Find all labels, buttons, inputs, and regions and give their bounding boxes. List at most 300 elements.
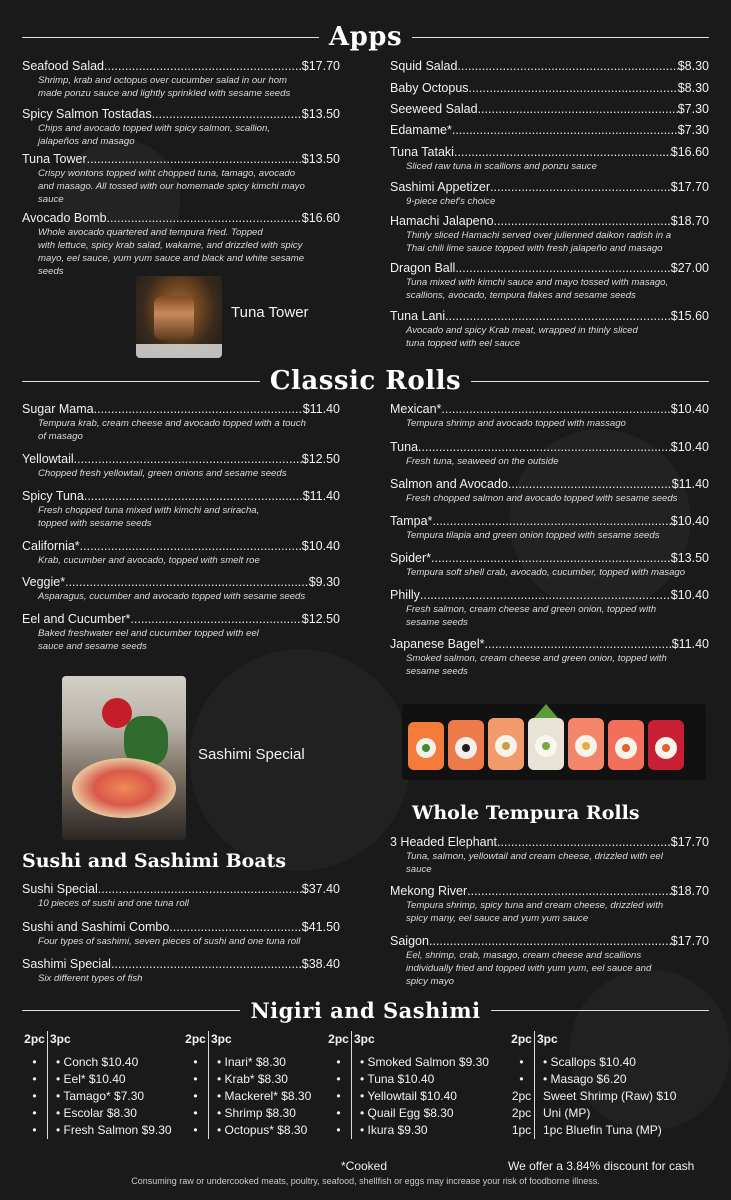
nigiri-row (22, 1122, 172, 1139)
menu-item-price: $11.40 (671, 477, 709, 491)
menu-item-price: $10.40 (670, 402, 709, 416)
menu-item (22, 59, 340, 100)
nigiri-row (509, 1071, 676, 1088)
menu-item (390, 835, 709, 876)
dot-leader (494, 214, 671, 229)
menu-item-description: Chopped fresh yellowtail, green onions and sesame seeds (38, 468, 287, 479)
two-piece-marker: • (22, 1122, 48, 1139)
menu-item-price: $12.50 (301, 612, 340, 626)
menu-item (390, 477, 709, 505)
menu-item-name: Sugar Mama (22, 402, 94, 416)
menu-item-line (22, 452, 340, 467)
tuna-tower-caption: Tuna Tower (231, 304, 309, 321)
menu-item-line (22, 402, 340, 417)
menu-item-description: Thinly sliced Hamachi served over julienned daikon radish in a (406, 230, 672, 241)
menu-item-line (390, 514, 709, 529)
menu-item-price: $17.70 (670, 934, 709, 948)
menu-item-description: Tempura shrimp and avocado topped with massago (406, 418, 626, 429)
dot-leader (111, 957, 302, 972)
menu-item (22, 957, 340, 985)
divider (22, 37, 319, 38)
menu-item (390, 551, 709, 579)
menu-item-name: Dragon Ball (390, 261, 456, 275)
menu-item-line (390, 551, 709, 566)
nigiri-item: • Fresh Salmon $9.30 (56, 1123, 172, 1137)
nigiri-column (326, 1031, 489, 1139)
nigiri-row (183, 1054, 311, 1071)
menu-item-price: $18.70 (670, 884, 709, 898)
nigiri-item: Sweet Shrimp (Raw) $10 (543, 1089, 677, 1103)
tower-shape (154, 296, 194, 340)
nigiri-row (22, 1105, 172, 1122)
menu-item-description: sesame seeds (406, 617, 468, 628)
nigiri-row (509, 1054, 676, 1071)
menu-item-price: $38.40 (301, 957, 340, 971)
menu-item-price: $27.00 (670, 261, 709, 275)
two-piece-marker: • (22, 1088, 48, 1105)
menu-item-description: jalapeños and masago (38, 136, 135, 147)
menu-item-name: Tuna Lani (390, 309, 446, 323)
menu-item-name: Philly (390, 588, 420, 602)
menu-item-price: $41.50 (301, 920, 340, 934)
dot-leader (169, 920, 301, 935)
menu-item-price: $17.70 (301, 59, 340, 73)
menu-item-name: Sushi Special (22, 882, 98, 896)
dot-leader (74, 452, 302, 467)
menu-item-description: Tempura shrimp, spicy tuna and cream cheese, drizzled with (406, 900, 664, 911)
menu-item-price: $10.40 (301, 539, 340, 553)
dot-leader (441, 402, 670, 417)
nigiri-row (326, 1105, 489, 1122)
nigiri-item: • Krab* $8.30 (217, 1072, 288, 1086)
menu-item-name: Mexican* (390, 402, 442, 416)
column-divider (509, 1047, 535, 1054)
menu-item-name: Spider* (390, 551, 431, 565)
nigiri-item: • Smoked Salmon $9.30 (360, 1055, 489, 1069)
menu-item-description: Whole avocado quartered and tempura fried. Topped (38, 227, 263, 238)
menu-item-description: Fresh salmon, cream cheese and green onion, topped with (406, 604, 657, 615)
divider (412, 37, 709, 38)
menu-item (390, 81, 709, 96)
menu-item-price: $16.60 (301, 211, 340, 225)
menu-item-description: made ponzu sauce and lightly sprinkled with sesame seeds (38, 88, 291, 99)
two-piece-marker: • (183, 1088, 209, 1105)
menu-item-description: mayo, eel sauce, yum yum sauce and black and white sesame (38, 253, 305, 264)
menu-item (22, 211, 340, 278)
apps-title: Apps (328, 22, 403, 52)
menu-item (390, 637, 709, 678)
two-piece-marker: • (326, 1105, 352, 1122)
menu-item-name: Tuna Tower (22, 152, 87, 166)
dot-leader (508, 477, 672, 492)
menu-item-description: Sliced raw tuna in scallions and ponzu sauce (406, 161, 597, 172)
menu-item-price: $8.30 (677, 59, 709, 73)
menu-item-line (390, 102, 709, 117)
nigiri-row (22, 1054, 172, 1071)
dot-leader (490, 180, 671, 195)
menu-item-price: $13.50 (670, 551, 709, 565)
menu-item-price: $8.30 (677, 81, 709, 95)
nigiri-item: • Masago $6.20 (543, 1072, 627, 1086)
menu-item-description: Crispy wontons topped wiht chopped tuna, tamago, avocado (38, 168, 296, 179)
dot-leader (431, 551, 671, 566)
nigiri-item: • Octopus* $8.30 (217, 1123, 308, 1137)
nigiri-title-bar (0, 998, 731, 1023)
dot-leader (87, 152, 302, 167)
nigiri-column-header (22, 1031, 172, 1047)
menu-item-name: Squid Salad (390, 59, 458, 73)
dot-leader (130, 612, 301, 627)
menu-item-name: 3 Headed Elephant (390, 835, 498, 849)
menu-item-name: Japanese Bagel* (390, 637, 485, 651)
menu-item-price: $7.30 (677, 123, 709, 137)
menu-item (390, 214, 709, 255)
menu-item-line (390, 588, 709, 603)
cooked-note: *Cooked (341, 1159, 388, 1173)
menu-item-description: Four types of sashimi, seven pieces of sushi and one tuna roll (38, 936, 301, 947)
nigiri-item: • Quail Egg $8.30 (360, 1106, 454, 1120)
menu-item-price: $13.50 (301, 152, 340, 166)
menu-item (390, 261, 709, 302)
boats-title: Sushi and Sashimi Boats (22, 850, 287, 872)
nigiri-row (326, 1122, 489, 1139)
menu-item-price: $37.40 (301, 882, 340, 896)
menu-item-description: 10 pieces of sushi and one tuna roll (38, 898, 189, 909)
nigiri-item: • Tuna $10.40 (360, 1072, 435, 1086)
menu-item-description: Tuna, salmon, yellowtail and cream cheese, drizzled with eel (406, 851, 663, 862)
nigiri-item: • Yellowtail $10.40 (360, 1089, 457, 1103)
menu-item-line (22, 489, 340, 504)
two-piece-marker: • (326, 1088, 352, 1105)
menu-item-description: individually fried and topped with yum yum, eel sauce and (406, 963, 652, 974)
menu-item-price: $7.30 (677, 102, 709, 116)
classic-rolls-title: Classic Rolls (269, 366, 462, 396)
nigiri-item: • Eel* $10.40 (56, 1072, 126, 1086)
menu-item-price: $10.40 (670, 514, 709, 528)
nigiri-item: 1pc Bluefin Tuna (MP) (543, 1123, 662, 1137)
menu-item-description: Tuna mixed with kimchi sauce and mayo tossed with masago, (406, 277, 669, 288)
dot-leader (80, 539, 302, 554)
nigiri-item: Uni (MP) (543, 1106, 591, 1120)
menu-item (22, 575, 340, 603)
menu-item-description: spicy mayo (406, 976, 454, 987)
menu-item-line (390, 477, 709, 492)
menu-item-description: Fresh tuna, seaweed on the outside (406, 456, 559, 467)
menu-item-name: Mekong River (390, 884, 468, 898)
dot-leader (432, 514, 670, 529)
dot-leader (455, 261, 670, 276)
dot-leader (418, 440, 671, 455)
nigiri-title: Nigiri and Sashimi (250, 998, 481, 1023)
menu-item (22, 920, 340, 948)
nigiri-row (326, 1054, 489, 1071)
menu-item-line (390, 214, 709, 229)
menu-item-description: Shrimp, krab and octopus over cucumber salad in our hom (38, 75, 288, 86)
menu-item (22, 539, 340, 567)
nigiri-row (326, 1071, 489, 1088)
menu-item-description: and masago. All tossed with our homemade spicy kimchi mayo (38, 181, 305, 192)
menu-item-line (22, 882, 340, 897)
menu-item-line (390, 180, 709, 195)
menu-item-name: Tuna (390, 440, 419, 454)
classic-rolls-title-bar (0, 366, 731, 396)
menu-item-description: Asparagus, cucumber and avocado topped with sesame seeds (38, 591, 306, 602)
two-piece-marker: • (326, 1122, 352, 1139)
menu-item-line (22, 575, 340, 590)
menu-item (390, 59, 709, 74)
menu-item-name: Hamachi Jalapeno (390, 214, 494, 228)
column-divider (22, 1047, 48, 1054)
column-divider (326, 1047, 352, 1054)
two-piece-marker: • (183, 1054, 209, 1071)
menu-item-description: Avocado and spicy Krab meat, wrapped in thinly sliced (406, 325, 638, 336)
menu-item-price: $13.50 (301, 107, 340, 121)
dot-leader (84, 489, 303, 504)
menu-item-name: Sushi and Sashimi Combo (22, 920, 170, 934)
menu-item (22, 489, 340, 530)
nigiri-column-header (326, 1031, 489, 1047)
menu-item-price: $18.70 (670, 214, 709, 228)
dot-leader (452, 123, 678, 138)
menu-item-name: Tuna Tataki (390, 145, 454, 159)
menu-item-description: Krab, cucumber and avocado, topped with smelt roe (38, 555, 260, 566)
menu-item-name: Seafood Salad (22, 59, 105, 73)
menu-item-line (390, 440, 709, 455)
nigiri-item: • Shrimp $8.30 (217, 1106, 296, 1120)
menu-item-description: seeds (38, 266, 64, 277)
divider (22, 1010, 240, 1011)
menu-item-description: Fresh chopped salmon and avocado topped with sesame seeds (406, 493, 678, 504)
menu-item-price: $16.60 (670, 145, 709, 159)
menu-item-name: Baby Octopus (390, 81, 469, 95)
menu-item-description: Chips and avocado topped with spicy salmon, scallion, (38, 123, 270, 134)
menu-item-name: Veggie* (22, 575, 66, 589)
dot-leader (445, 309, 671, 324)
sashimi-special-photo (62, 676, 186, 840)
nigiri-row (509, 1088, 676, 1105)
menu-item-description: with lettuce, spicy krab salad, wakame, and drizzled with spicy (38, 240, 303, 251)
menu-item-name: Tampa* (390, 514, 433, 528)
menu-item-price: $12.50 (301, 452, 340, 466)
menu-item-price: $11.40 (302, 402, 340, 416)
cash-discount-note: We offer a 3.84% discount for cash (508, 1159, 695, 1173)
menu-item-line (22, 211, 340, 226)
nigiri-row (22, 1088, 172, 1105)
nigiri-item: • Conch $10.40 (56, 1055, 139, 1069)
menu-item-description: sesame seeds (406, 666, 468, 677)
nigiri-row (22, 1071, 172, 1088)
menu-item (390, 145, 709, 173)
nigiri-column-header (509, 1031, 676, 1047)
column-divider (183, 1047, 209, 1054)
menu-item-line (390, 145, 709, 160)
menu-item-line (390, 402, 709, 417)
menu-item-price: $11.40 (671, 637, 709, 651)
menu-item-line (390, 59, 709, 74)
two-piece-marker: 2pc (509, 1088, 535, 1105)
menu-item-line (22, 59, 340, 74)
menu-item-description: Tempura krab, cream cheese and avocado topped with a touch (38, 418, 306, 429)
two-piece-header: 2pc (183, 1031, 209, 1047)
two-piece-marker: • (183, 1105, 209, 1122)
dot-leader (457, 59, 677, 74)
two-piece-marker: • (183, 1071, 209, 1088)
dot-leader (65, 575, 309, 590)
menu-item-description: 9-piece chef's choice (406, 196, 496, 207)
two-piece-marker: • (509, 1054, 535, 1071)
dot-leader (467, 884, 671, 899)
apps-title-bar (0, 22, 731, 52)
dot-leader (104, 59, 302, 74)
nigiri-column (183, 1031, 311, 1139)
nigiri-item: • Tamago* $7.30 (56, 1089, 145, 1103)
menu-item-name: Sashimi Appetizer (390, 180, 491, 194)
three-piece-header: 3pc (50, 1032, 71, 1046)
menu-item-price: $17.70 (670, 835, 709, 849)
menu-item-line (22, 612, 340, 627)
two-piece-marker: 2pc (509, 1105, 535, 1122)
plate-shape (136, 344, 222, 358)
menu-item-description: Tempura tilapia and green onion topped with sesame seeds (406, 530, 660, 541)
divider (22, 381, 260, 382)
rolls-photo (402, 704, 706, 780)
menu-item-name: Avocado Bomb (22, 211, 107, 225)
nigiri-row (183, 1088, 311, 1105)
menu-item-description: scallions, avocado, tempura flakes and sesame seeds (406, 290, 636, 301)
tuna-tower-photo (136, 276, 222, 358)
menu-item-name: California* (22, 539, 80, 553)
two-piece-header: 2pc (509, 1031, 535, 1047)
menu-item-line (22, 152, 340, 167)
menu-item-line (390, 934, 709, 949)
menu-item (22, 612, 340, 653)
menu-item (390, 180, 709, 208)
three-piece-header: 3pc (537, 1032, 558, 1046)
nigiri-item: • Mackerel* $8.30 (217, 1089, 312, 1103)
menu-item-description: Tempura soft shell crab, avocado, cucumber, topped with masago (406, 567, 686, 578)
menu-item-description: sauce (38, 194, 64, 205)
sashimi-special-caption: Sashimi Special (198, 746, 305, 763)
foodborne-disclaimer: Consuming raw or undercooked meats, poultry, seafood, shellfish or eggs may increase your risk of foodborne illness. (131, 1176, 600, 1186)
menu-item-description: Six different types of fish (38, 973, 143, 984)
three-piece-header: 3pc (354, 1032, 375, 1046)
tempura-title: Whole Tempura Rolls (412, 802, 640, 824)
nigiri-row (326, 1088, 489, 1105)
menu-item-price: $17.70 (670, 180, 709, 194)
two-piece-marker: • (183, 1122, 209, 1139)
menu-item-line (22, 920, 340, 935)
dot-leader (469, 81, 678, 96)
dot-leader (429, 934, 671, 949)
menu-item-name: Sashimi Special (22, 957, 111, 971)
three-piece-header: 3pc (211, 1032, 232, 1046)
menu-item-name: Salmon and Avocado (390, 477, 508, 491)
menu-item (22, 402, 340, 443)
dot-leader (478, 102, 678, 117)
menu-item-line (390, 123, 709, 138)
nigiri-item: • Escolar $8.30 (56, 1106, 137, 1120)
menu-item (22, 882, 340, 910)
sashimi-bowl-shape (72, 758, 176, 818)
dot-leader (454, 145, 671, 160)
two-piece-marker: • (326, 1054, 352, 1071)
dot-leader (497, 835, 671, 850)
menu-item-price: $11.40 (302, 489, 340, 503)
nigiri-row (183, 1122, 311, 1139)
menu-item-line (390, 835, 709, 850)
menu-item (22, 107, 340, 148)
menu-item-line (390, 81, 709, 96)
menu-item-description: Eel, shrimp, crab, masago, cream cheese and scallions (406, 950, 642, 961)
menu-item-name: Edamame* (390, 123, 452, 137)
divider (471, 381, 709, 382)
menu-item (390, 440, 709, 468)
nigiri-row (183, 1105, 311, 1122)
menu-item-line (390, 261, 709, 276)
dot-leader (420, 588, 671, 603)
menu-item-description: spicy many, eel sauce and yum yum sauce (406, 913, 589, 924)
nigiri-item: • Inari* $8.30 (217, 1055, 286, 1069)
dot-leader (94, 402, 303, 417)
menu-item (390, 588, 709, 629)
menu-item-name: Spicy Salmon Tostadas (22, 107, 152, 121)
menu-item-line (390, 309, 709, 324)
sushi-rolls-illustration (402, 704, 706, 780)
menu-item-description: topped with sesame seeds (38, 518, 152, 529)
menu-item-price: $15.60 (670, 309, 709, 323)
menu-item (390, 402, 709, 430)
dot-leader (485, 637, 672, 652)
menu-item-description: Baked freshwater eel and cucumber topped with eel (38, 628, 259, 639)
nigiri-row (509, 1105, 676, 1122)
two-piece-marker: • (509, 1071, 535, 1088)
menu-item-description: tuna topped with eel sauce (406, 338, 521, 349)
menu-item (390, 514, 709, 542)
menu-item-line (22, 957, 340, 972)
two-piece-marker: • (22, 1071, 48, 1088)
nigiri-row (509, 1122, 676, 1139)
menu-item-price: $9.30 (308, 575, 340, 589)
two-piece-header: 2pc (326, 1031, 352, 1047)
nigiri-column-header (183, 1031, 311, 1047)
roll-pieces (408, 704, 684, 770)
menu-item-price: $10.40 (670, 440, 709, 454)
menu-item-line (22, 539, 340, 554)
two-piece-marker: • (22, 1105, 48, 1122)
menu-item-name: Spicy Tuna (22, 489, 84, 503)
menu-item (390, 934, 709, 988)
two-piece-header: 2pc (22, 1031, 48, 1047)
menu-item-name: Seeweed Salad (390, 102, 478, 116)
two-piece-marker: • (326, 1071, 352, 1088)
nigiri-column (22, 1031, 172, 1139)
dot-leader (98, 882, 302, 897)
nigiri-item: • Ikura $9.30 (360, 1123, 428, 1137)
menu-item-description: Thai chili lime sauce topped with fresh jalapeño and masago (406, 243, 663, 254)
two-piece-marker: • (22, 1054, 48, 1071)
menu-item (390, 102, 709, 117)
menu-item-line (22, 107, 340, 122)
menu-item-name: Eel and Cucumber* (22, 612, 131, 626)
menu-item-description: Fresh chopped tuna mixed with kimchi and sriracha, (38, 505, 260, 516)
menu-item-description: sauce (406, 864, 432, 875)
two-piece-marker: 1pc (509, 1122, 535, 1139)
menu-item (390, 123, 709, 138)
menu-item-line (390, 884, 709, 899)
menu-item-name: Saigon (390, 934, 429, 948)
nigiri-item: • Scallops $10.40 (543, 1055, 636, 1069)
dot-leader (107, 211, 302, 226)
